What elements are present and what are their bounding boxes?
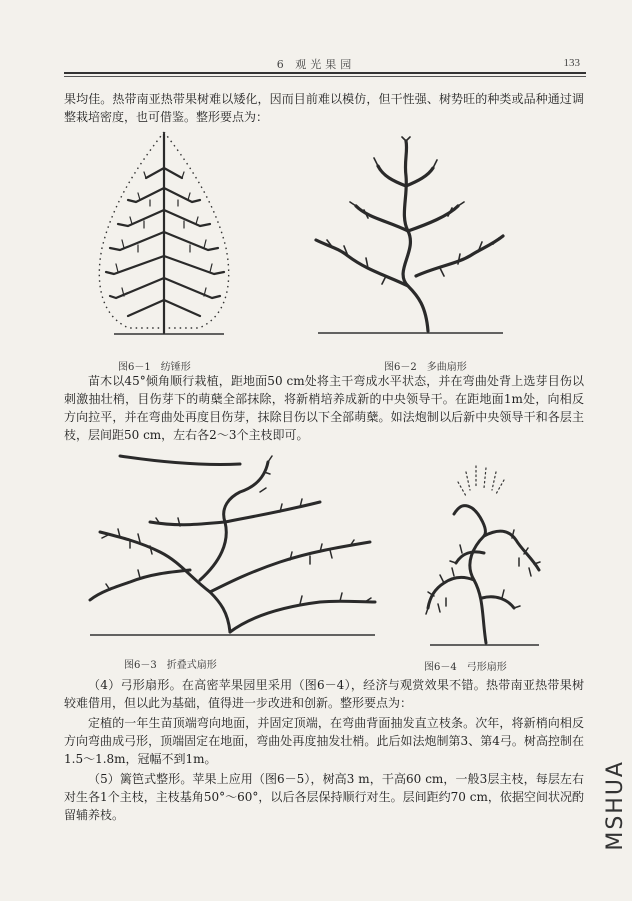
figure-multicurve-fan: [308, 136, 508, 336]
caption-fig2: 图6－2 多曲扇形: [384, 362, 467, 373]
paragraph-arch-fan: （4）弓形扇形。在高密苹果园里采用（图6－4），经济与观赏效果不错。热带南亚热带果树较难借用，但以此为基础，值得进一步改进和创新。整形要点为：: [64, 678, 584, 710]
paragraph-fence: （5）篱笆式整形。苹果上应用（图6－5），树高3 m，干高60 cm，一般3层主枝，每层左右对生各1个主枝，主枝基角50°～60°，以后各层保持顺行对生。层间距约70 cm，依据空间状况酌留辅养枝。: [64, 772, 584, 822]
page-number: 133: [563, 57, 580, 69]
caption-fig1: 图6－1 纺锤形: [118, 362, 191, 373]
figure-spindle-tree: [84, 128, 244, 338]
header-rule: [64, 72, 586, 74]
paragraph-method: 苗木以45°倾角顺行栽植，距地面50 cm处将主干弯成水平状态，并在弯曲处背上选芽目伤以刺激抽壮梢，目伤芽下的萌蘖全部抹除，将新梢培养成新的中央领导干。在距地面1m处，向相反方向拉平，并在弯曲处再度目伤芽，抹除目伤以下全部萌蘖。如法炮制以后新中央领导干和各层主枝，层间距50 cm，左右各2～3个主枝即可。: [64, 374, 584, 442]
header-rule-thin: [64, 76, 586, 77]
running-header: 6 观光果园: [276, 58, 356, 71]
figure-folded-fan: [80, 452, 380, 642]
watermark: MSHUA: [603, 760, 628, 851]
figure-arch-fan: [424, 458, 544, 648]
caption-fig3: 图6－3 折叠式扇形: [124, 660, 217, 671]
caption-fig4: 图6－4 弓形扇形: [424, 662, 507, 673]
paragraph-arch-steps: 定植的一年生苗顶端弯向地面，并固定顶端，在弯曲背面抽发直立枝条。次年，将新梢向相反方向弯曲成弓形，顶端固定在地面，弯曲处再度抽发壮梢。此后如法炮制第3、第4弓。树高控制在1.5～1.8m，冠幅不到1m。: [64, 716, 584, 766]
paragraph-intro: 果均佳。热带南亚热带果树难以矮化，因而目前难以模仿，但干性强、树势旺的种类或品种通过调整栽培密度，也可借鉴。整形要点为：: [64, 92, 584, 124]
